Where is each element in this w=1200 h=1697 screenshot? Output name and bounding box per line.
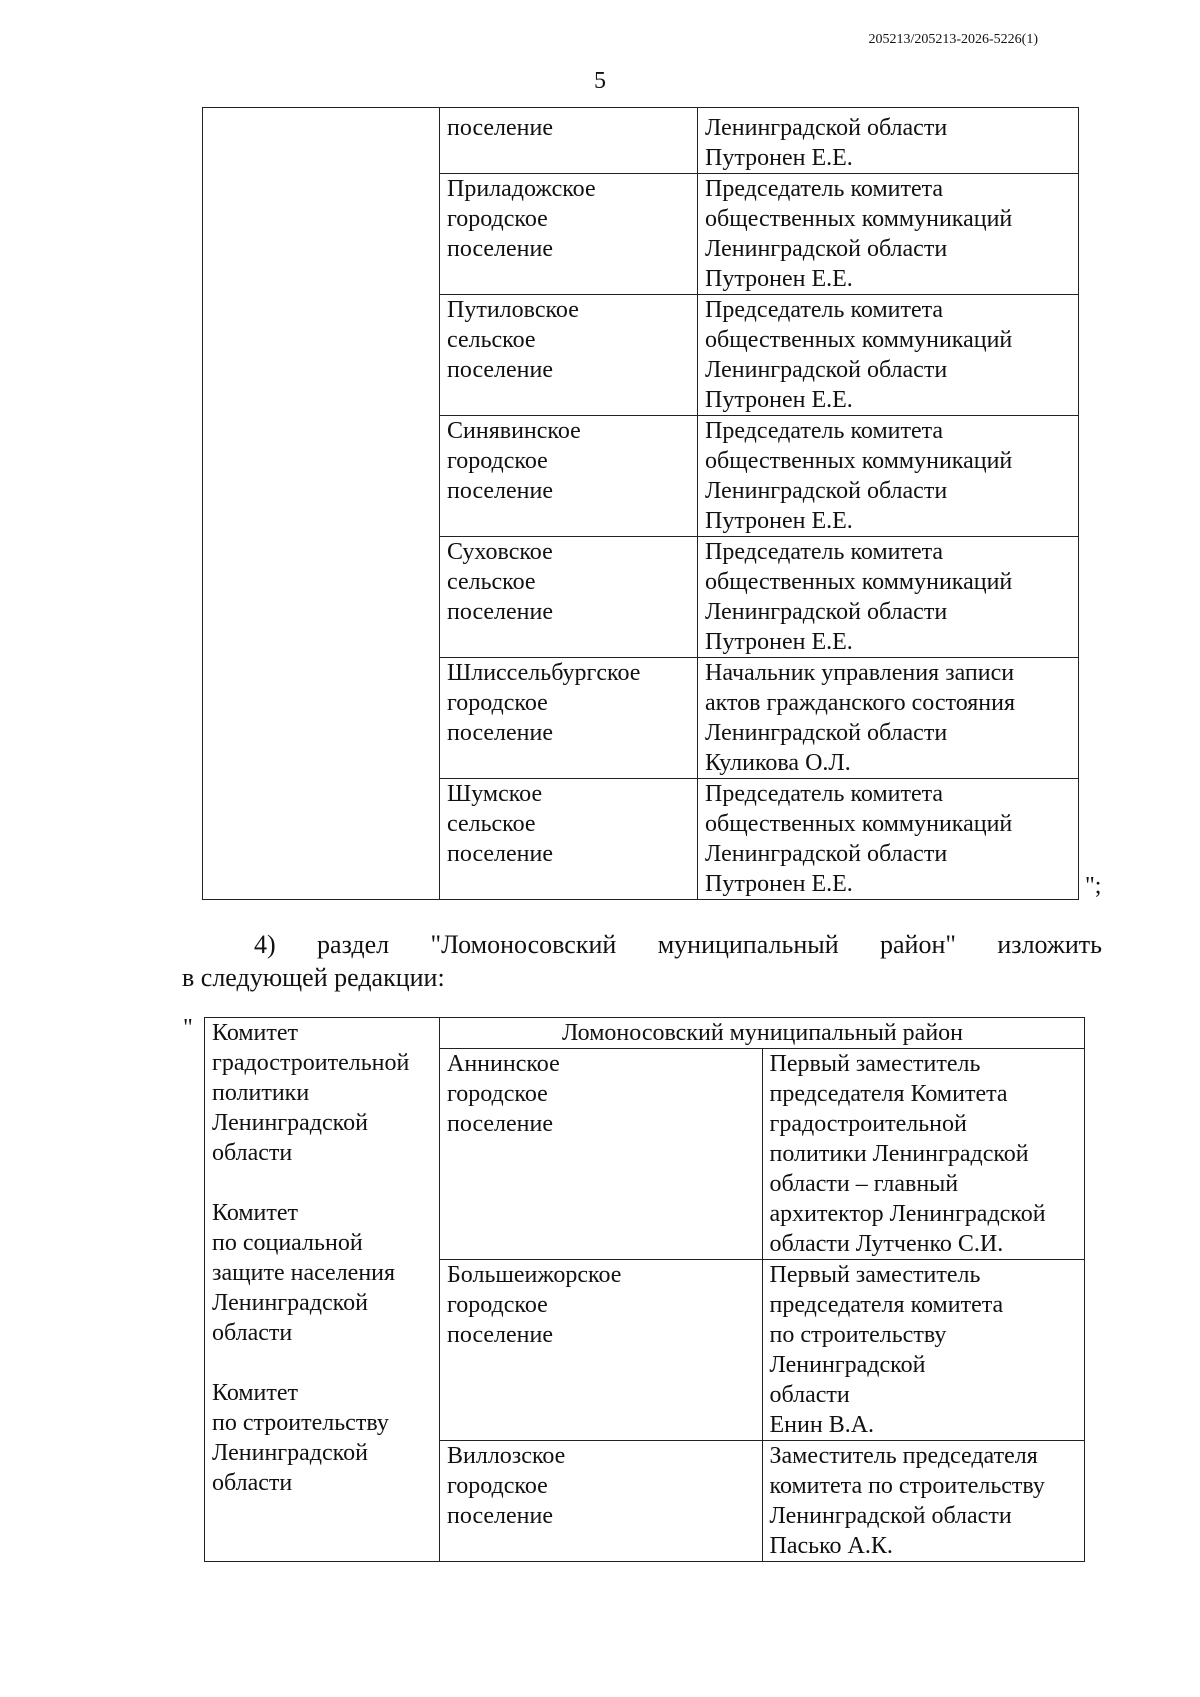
settlements-table-continued [202,107,1079,900]
settlement-cell: поселение [440,108,698,174]
committees-cell: Комитет градостроительной политики Ленинградской области Комитет по социальной защите населения Ленинградской области Комитет по строительству Ленинградской области [205,1018,440,1562]
official-cell: Заместитель председателя комитета по строительству Ленинградской области Пасько А.К. [762,1441,1085,1562]
district-header: Ломоносовский муниципальный район [440,1018,1085,1049]
official-cell: Председатель комитета общественных коммуникаций Ленинградской области Путронен Е.Е. [698,537,1079,658]
amendment-paragraph-line1: 4) раздел "Ломоносовский муниципальный район" изложить [254,930,1102,959]
official-cell: Председатель комитета общественных коммуникаций Ленинградской области Путронен Е.Е. [698,416,1079,537]
settlement-cell: Синявинское городское поселение [440,416,698,537]
official-cell: Первый заместитель председателя Комитета градостроительной политики Ленинградской области – главный архитектор Ленинградской области Лутченко С.И. [762,1049,1085,1260]
settlement-cell: Виллозское городское поселение [440,1441,763,1562]
settlement-cell: Приладожское городское поселение [440,174,698,295]
settlement-cell: Шлиссельбургское городское поселение [440,658,698,779]
settlement-cell: Суховское сельское поселение [440,537,698,658]
official-cell: Председатель комитета общественных коммуникаций Ленинградской области Путронен Е.Е. [698,174,1079,295]
amendment-paragraph-line2: в следующей редакции: [182,963,445,992]
committee-cell-empty [203,108,440,900]
settlement-cell: Большеижорское городское поселение [440,1260,763,1441]
official-cell: Первый заместитель председателя комитета по строительству Ленинградской области Енин В.А. [762,1260,1085,1441]
closing-quote-mark: "; [1085,873,1102,899]
page-number: 5 [594,68,606,94]
document-id: 205213/205213-2026-5226(1) [868,32,1038,47]
settlement-cell: Путиловское сельское поселение [440,295,698,416]
official-cell: Председатель комитета общественных коммуникаций Ленинградской области Путронен Е.Е. [698,779,1079,900]
official-cell: Председатель комитета общественных коммуникаций Ленинградской области Путронен Е.Е. [698,295,1079,416]
official-cell: Начальник управления записи актов гражданского состояния Ленинградской области Куликова О.Л. [698,658,1079,779]
settlement-cell: Аннинское городское поселение [440,1049,763,1260]
official-cell: Ленинградской области Путронен Е.Е. [698,108,1079,174]
table-row [205,1018,1085,1049]
settlement-cell: Шумское сельское поселение [440,779,698,900]
table-row [203,108,1079,174]
lomonosov-district-table [204,1017,1085,1562]
opening-quote-mark: " [183,1015,193,1041]
